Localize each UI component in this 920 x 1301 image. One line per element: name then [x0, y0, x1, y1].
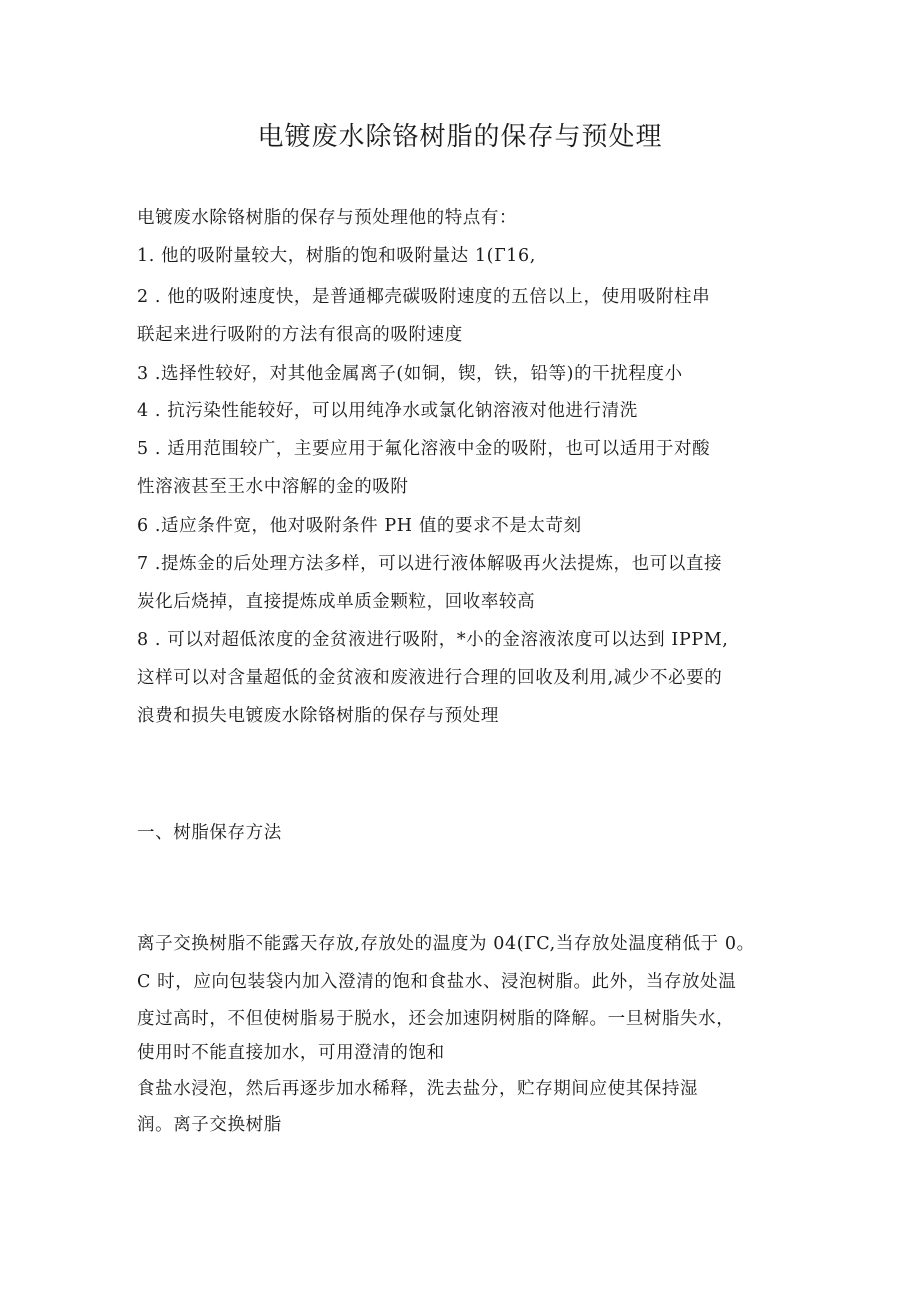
intro-line: 浪费和损失电镀废水除铬树脂的保存与预处理: [137, 706, 499, 726]
body-line: 度过高时，不但使树脂易于脱水，还会加速阴树脂的降解。一旦树脂失水，: [137, 1009, 735, 1029]
intro-line: 联起来进行吸附的方法有很高的吸附速度: [137, 325, 463, 345]
intro-line: 性溶液甚至王水中溶解的金的吸附: [137, 477, 409, 497]
intro-line: 8 . 可以对超低浓度的金贫液进行吸附，*小的金溶液浓度可以达到 IPPM,: [137, 630, 729, 650]
section-heading: 一、树脂保存方法: [137, 823, 282, 843]
intro-line: 4 . 抗污染性能较好，可以用纯净水或氯化钠溶液对他进行清洗: [137, 401, 638, 421]
body-line: 润。离子交换树脂: [137, 1115, 282, 1135]
intro-line: 2 . 他的吸附速度快，是普通椰壳碳吸附速度的五倍以上，使用吸附柱串: [137, 287, 711, 307]
intro-line: 这样可以对含量超低的金贫液和废液进行合理的回收及利用,减少不必要的: [137, 668, 723, 688]
intro-line: 5 . 适用范围较广，主要应用于氟化溶液中金的吸附，也可以适用于对酸: [137, 439, 711, 459]
intro-line: 7 .提炼金的后处理方法多样，可以进行液体解吸再火法提炼，也可以直接: [137, 554, 723, 574]
body-line: 离子交换树脂不能露天存放,存放处的温度为 04(ГC,当存放处温度稍低于 0。: [137, 934, 755, 954]
intro-line: 6 .适应条件宽，他对吸附条件 PH 值的要求不是太苛刻: [137, 516, 582, 536]
body-line: C 时，应向包装袋内加入澄清的饱和食盐水、浸泡树脂。此外，当存放处温: [137, 972, 737, 992]
intro-line: 3 .选择性较好，对其他金属离子(如铜，锲，铁，铅等)的干扰程度小: [137, 364, 683, 384]
intro-line: 炭化后烧掉，直接提炼成单质金颗粒，回收率较高: [137, 592, 536, 612]
body-line: 使用时不能直接加水，可用澄清的饱和: [137, 1043, 445, 1063]
body-line: 食盐水浸泡，然后再逐步加水稀释，洗去盐分，贮存期间应使其保持湿: [137, 1079, 699, 1099]
intro-line: 1. 他的吸附量较大，树脂的饱和吸附量达 1(Г16,: [137, 246, 536, 266]
document-title: 电镀废水除铬树脂的保存与预处理: [257, 122, 663, 152]
intro-line: 电镀废水除铬树脂的保存与预处理他的特点有：: [137, 208, 518, 228]
